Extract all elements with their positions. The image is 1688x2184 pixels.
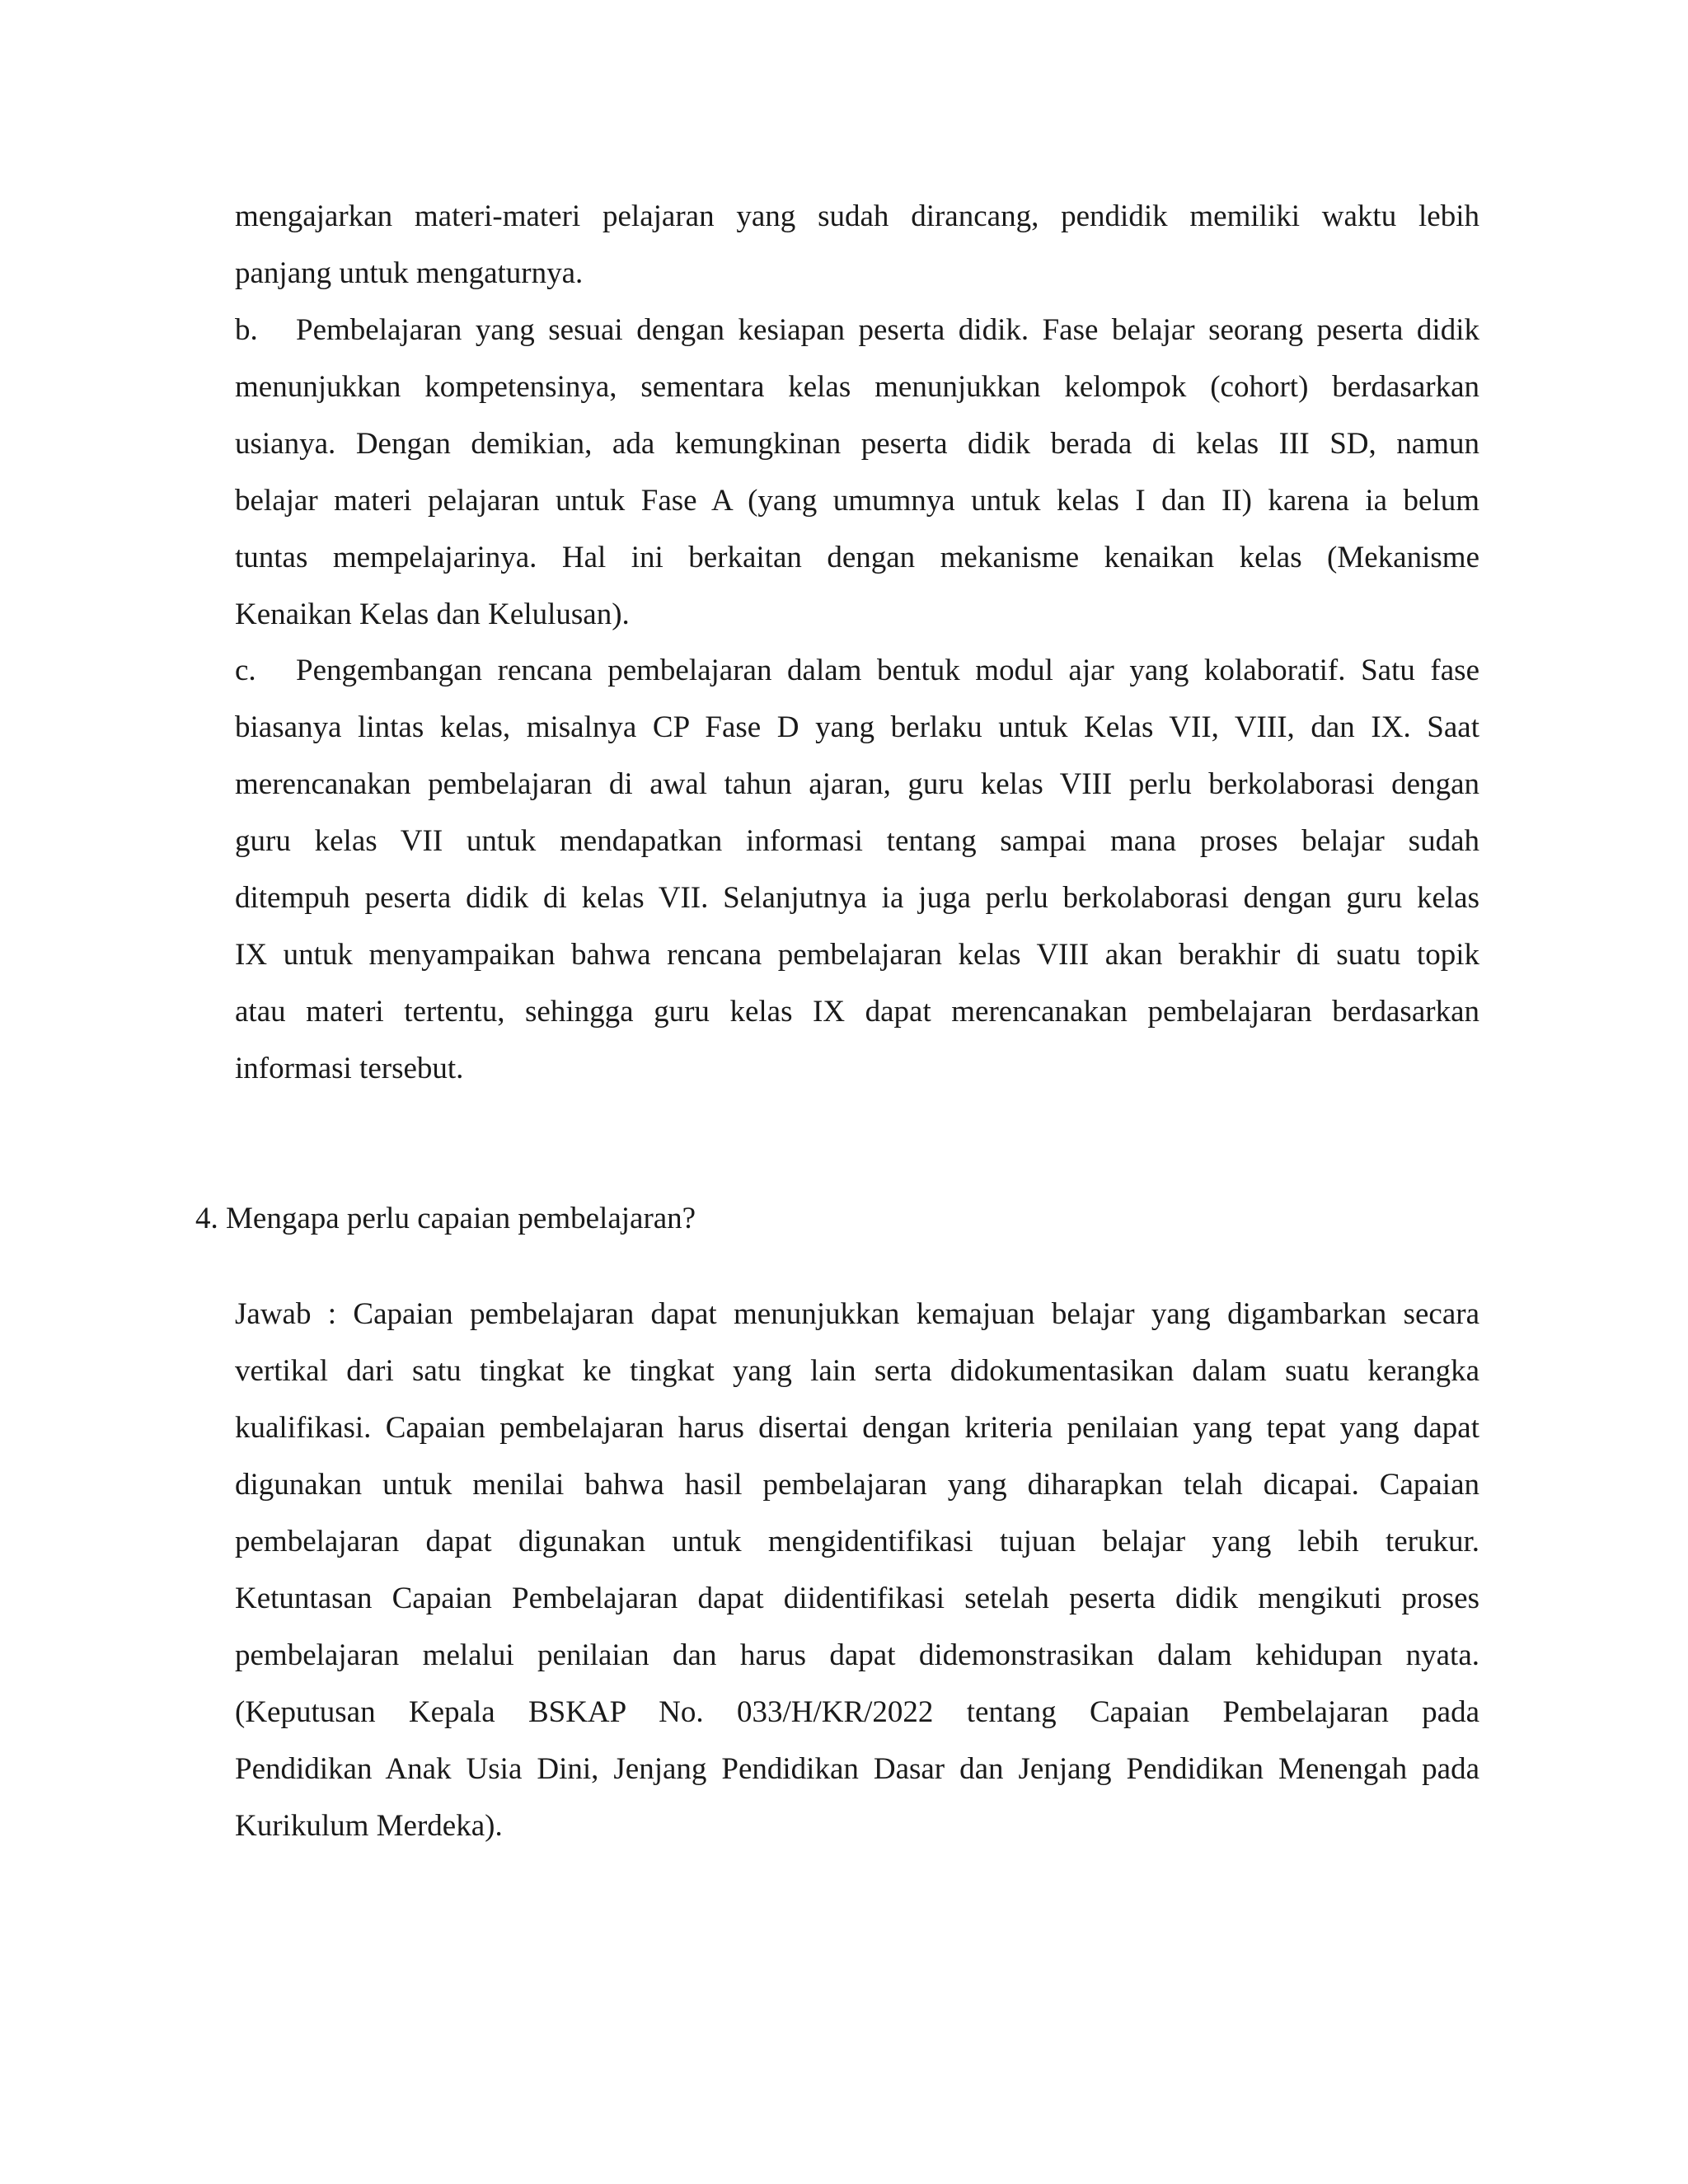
continued-paragraph bbox=[235, 188, 1479, 302]
text-line: biasanya lintas kelas, misalnya CP Fase D yang berlaku untuk Kelas VII, VIII, dan IX. Saat bbox=[235, 710, 1479, 744]
text-line: (Keputusan Kepala BSKAP No. 033/H/KR/2022 tentang Capaian Pembelajaran pada bbox=[235, 1695, 1479, 1729]
text-line: vertikal dari satu tingkat ke tingkat yang lain serta didokumentasikan dalam suatu kerangka bbox=[235, 1354, 1479, 1388]
text-line: panjang untuk mengaturnya. bbox=[235, 256, 584, 290]
text-line: kualifikasi. Capaian pembelajaran harus disertai dengan kriteria penilaian yang tepat yang dapat bbox=[235, 1411, 1479, 1445]
text-line: Pendidikan Anak Usia Dini, Jenjang Pendidikan Dasar dan Jenjang Pendidikan Menengah pada bbox=[235, 1752, 1479, 1786]
text-line: merencanakan pembelajaran di awal tahun ajaran, guru kelas VIII perlu berkolaborasi dengan bbox=[235, 767, 1479, 801]
text-line: IX untuk menyampaikan bahwa rencana pembelajaran kelas VIII akan berakhir di suatu topik bbox=[235, 938, 1479, 972]
text-line: informasi tersebut. bbox=[235, 1052, 464, 1085]
text-line: atau materi tertentu, sehingga guru kelas IX dapat merencanakan pembelajaran berdasarkan bbox=[235, 995, 1479, 1029]
list-item-label: b. bbox=[235, 313, 258, 347]
text-line: Kurikulum Merdeka). bbox=[235, 1809, 503, 1843]
text-line: Jawab : Capaian pembelajaran dapat menunjukkan kemajuan belajar yang digambarkan secara bbox=[235, 1297, 1479, 1331]
text-line: ditempuh peserta didik di kelas VII. Selanjutnya ia juga perlu berkolaborasi dengan guru kelas bbox=[235, 881, 1479, 915]
text-line: belajar materi pelajaran untuk Fase A (yang umumnya untuk kelas I dan II) karena ia belum bbox=[235, 484, 1479, 518]
text-line-content: Pengembangan rencana pembelajaran dalam bentuk modul ajar yang kolaboratif. Satu fase bbox=[296, 654, 1479, 687]
text-line: usianya. Dengan demikian, ada kemungkinan peserta didik berada di kelas III SD, namun bbox=[235, 427, 1479, 461]
text-line-content: Pembelajaran yang sesuai dengan kesiapan peserta didik. Fase belajar seorang peserta didik bbox=[296, 313, 1479, 347]
text-line: pembelajaran dapat digunakan untuk mengidentifikasi tujuan belajar yang lebih terukur. bbox=[235, 1525, 1479, 1558]
text-line: mengajarkan materi-materi pelajaran yang sudah dirancang, pendidik memiliki waktu lebih bbox=[235, 199, 1479, 233]
list-item-c bbox=[235, 642, 1479, 1097]
list-item-label: c. bbox=[235, 654, 256, 687]
text-line: pembelajaran melalui penilaian dan harus dapat didemonstrasikan dalam kehidupan nyata. bbox=[235, 1638, 1479, 1672]
text-line bbox=[235, 302, 1479, 359]
question-heading: 4. Mengapa perlu capaian pembelajaran? bbox=[195, 1202, 696, 1235]
answer-paragraph bbox=[235, 1286, 1479, 1854]
text-line: digunakan untuk menilai bahwa hasil pembelajaran yang diharapkan telah dicapai. Capaian bbox=[235, 1468, 1479, 1502]
text-line: tuntas mempelajarinya. Hal ini berkaitan dengan mekanisme kenaikan kelas (Mekanisme bbox=[235, 541, 1479, 574]
text-line: guru kelas VII untuk mendapatkan informasi tentang sampai mana proses belajar sudah bbox=[235, 824, 1479, 858]
text-line bbox=[235, 642, 1479, 699]
text-line: Ketuntasan Capaian Pembelajaran dapat diidentifikasi setelah peserta didik mengikuti proses bbox=[235, 1582, 1479, 1615]
list-item-b bbox=[235, 302, 1479, 643]
text-line: Kenaikan Kelas dan Kelulusan). bbox=[235, 598, 630, 631]
text-line: menunjukkan kompetensinya, sementara kelas menunjukkan kelompok (cohort) berdasarkan bbox=[235, 370, 1479, 404]
